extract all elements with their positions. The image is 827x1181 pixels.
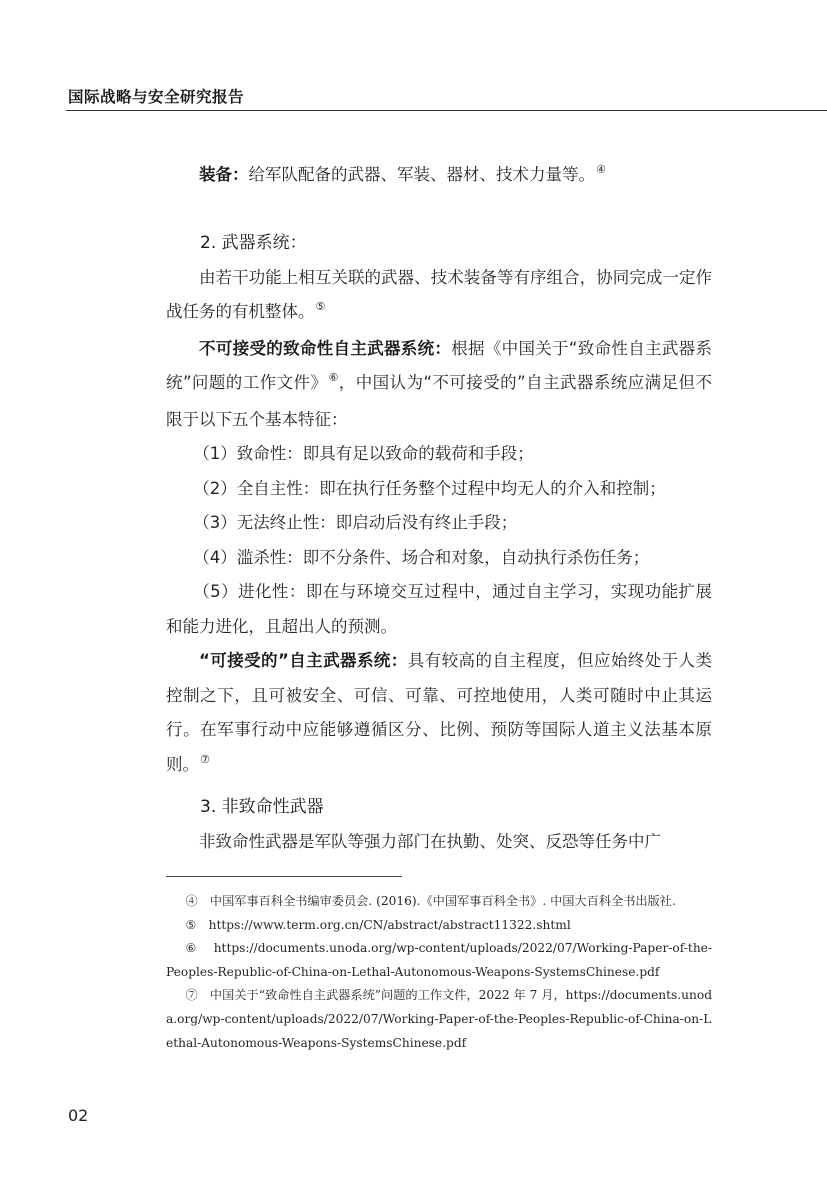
footnote-ref-5[interactable]: ⑤: [315, 300, 326, 313]
footnote-4: ④ 中国军事百科全书编审委员会. (2016).《中国军事百科全书》. 中国大百科全书出版社.: [185, 894, 676, 908]
paragraph-non-lethal: 非致命性武器是军队等强力部门在执勤、处突、反恐等任务中广: [199, 831, 661, 851]
footnote-ref-4[interactable]: ④: [596, 163, 606, 176]
paragraph-text: ，中国认为“不可接受的”自主武器系统应满足但不限于以下五个基本特征：: [166, 373, 712, 429]
term-unacceptable-laws: 不可接受的致命性自主武器系统：: [199, 338, 452, 358]
footnotes: [166, 890, 712, 1055]
list-item: （3）无法终止性：即启动后没有终止手段；: [193, 513, 518, 532]
running-header: 国际战略与安全研究报告: [68, 88, 245, 106]
term-colon: ：: [232, 165, 249, 184]
section-heading-3: 3. 非致命性武器: [200, 797, 324, 817]
section-heading-2: 2. 武器系统：: [200, 233, 307, 253]
header-divider: [66, 110, 827, 111]
footnote-divider: [166, 876, 402, 877]
paragraph-unacceptable-laws: [166, 332, 712, 438]
section-non-lethal-weapons: [166, 790, 712, 859]
term-equipment: 装备: [199, 165, 232, 184]
section-weapon-systems: [166, 226, 712, 784]
paragraph-text: 根据《中国关于“致命性自主武器系统”问题的工作文件》: [166, 338, 712, 392]
paragraph-acceptable-aws: [166, 644, 712, 784]
footnote-ref-6[interactable]: ⑥: [328, 371, 339, 384]
paragraph-text: 由若干功能上相互关联的武器、技术装备等有序组合，协同完成一定作战任务的有机整体。: [166, 267, 712, 321]
term-acceptable-aws: “可接受的”自主武器系统：: [199, 651, 408, 670]
definition-text: 给军队配备的武器、军装、器材、技术力量等。: [248, 165, 595, 184]
footnote-5[interactable]: ⑤ https://www.term.org.cn/CN/abstract/abstract11322.shtml: [185, 917, 571, 932]
list-item: （2）全自主性：即在执行任务整个过程中均无人的介入和控制；: [193, 478, 666, 498]
list-item: （4）滥杀性：即不分条件、场合和对象，自动执行杀伤任务；: [193, 547, 650, 567]
paragraph-text: 具有较高的自主程度，但应始终处于人类控制之下，且可被安全、可信、可靠、可控地使用，人类可随时中止其运行。在军事行动中应能够遵循区分、比例、预防等国际人道主义法基本原则。: [166, 651, 712, 774]
page-number: 02: [68, 1106, 89, 1125]
list-item: （1）致命性：即具有足以致命的载荷和手段；: [193, 444, 534, 463]
list-item: （5）进化性：即在与环境交互过程中，通过自主学习，实现功能扩展和能力进化，且超出人的预测。: [166, 582, 712, 636]
footnote-6[interactable]: ⑥ https://documents.unoda.org/wp-content/uploads/2022/07/Working-Paper-of-the-Peoples-Republic-of-China-on-Lethal-Autonomous-Weapons-SystemsChinese.pdf: [166, 941, 712, 979]
paragraph-weapon-system-definition: [166, 261, 712, 332]
definition-equipment: [166, 158, 712, 195]
footnote-7[interactable]: ⑦ 中国关于“致命性自主武器系统”问题的工作文件，2022 年 7 月，https://documents.unoda.org/wp-content/uploads/2022/07/Working-Paper-of-the-Peoples-Republic-of-China-on-Lethal-Autonomous-Weapons-SystemsChinese.pdf: [166, 988, 712, 1050]
footnote-ref-7[interactable]: ⑦: [200, 752, 210, 766]
